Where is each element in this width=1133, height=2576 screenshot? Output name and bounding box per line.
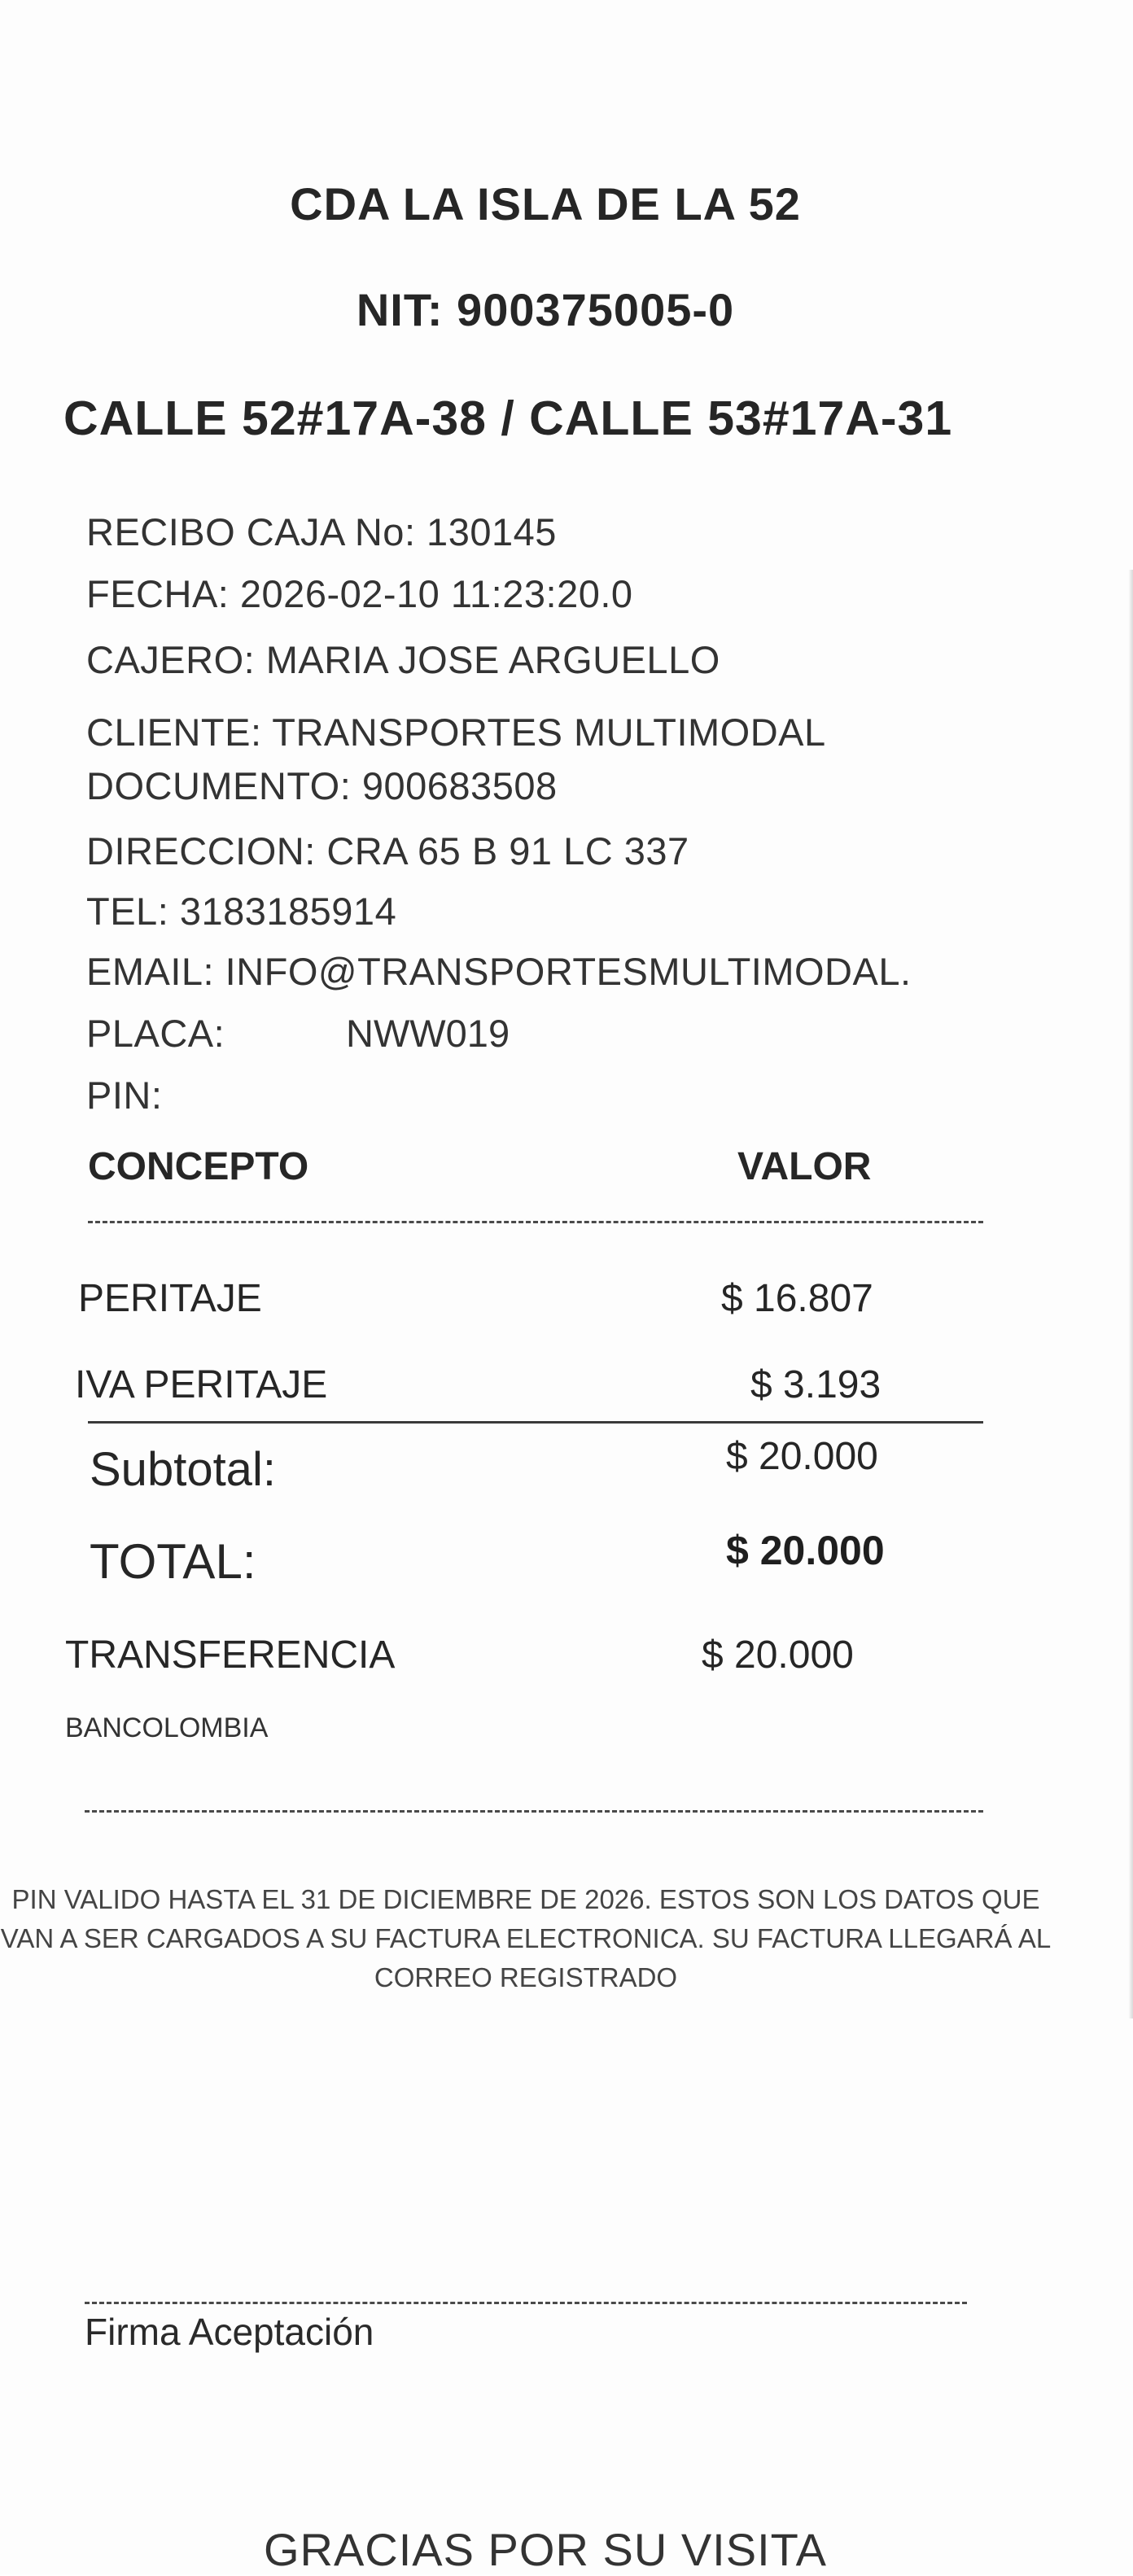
signature-line <box>85 2302 967 2304</box>
payment-divider <box>85 1810 983 1813</box>
header-divider <box>88 1221 983 1223</box>
total-value: $ 20.000 <box>726 1528 885 1573</box>
thank-you-message: GRACIAS POR SU VISITA <box>263 2524 828 2575</box>
business-address: CALLE 52#17A-38 / CALLE 53#17A-31 <box>63 391 953 445</box>
footer-note: PIN VALIDO HASTA EL 31 DE DICIEMBRE DE 2026. ESTOS SON LOS DATOS QUE VAN A SER CARGADOS A SU FACTURA ELECTRONICA. SU FACTURA LLEGARÁ AL CORREO REGISTRADO <box>0 1884 1052 1992</box>
business-nit: NIT: 900375005-0 <box>356 284 735 335</box>
client-email: EMAIL: INFO@TRANSPORTESMULTIMODAL. <box>86 950 912 993</box>
line-item-value: $ 16.807 <box>721 1277 873 1320</box>
concept-column-header: CONCEPTO <box>88 1145 309 1188</box>
items-divider <box>88 1421 983 1424</box>
line-item-name: PERITAJE <box>78 1277 262 1320</box>
plate-value: NWW019 <box>346 1012 510 1055</box>
subtotal-label: Subtotal: <box>90 1443 276 1496</box>
paper-edge <box>1128 570 1133 2018</box>
value-column-header: VALOR <box>737 1145 872 1188</box>
payment-value: $ 20.000 <box>702 1634 854 1677</box>
line-item-value: $ 3.193 <box>750 1363 881 1406</box>
client-phone: TEL: 3183185914 <box>86 890 397 933</box>
client-document: DOCUMENTO: 900683508 <box>86 764 558 807</box>
subtotal-value: $ 20.000 <box>726 1435 878 1478</box>
payment-method: TRANSFERENCIA <box>65 1634 396 1677</box>
receipt-date: FECHA: 2026-02-10 11:23:20.0 <box>86 572 633 615</box>
client: CLIENTE: TRANSPORTES MULTIMODAL <box>86 711 826 754</box>
signature-label: Firma Aceptación <box>85 2311 374 2353</box>
receipt-number: RECIBO CAJA No: 130145 <box>86 510 557 553</box>
plate-label: PLACA: <box>86 1012 225 1055</box>
business-name: CDA LA ISLA DE LA 52 <box>290 178 801 230</box>
pin-label: PIN: <box>86 1074 163 1117</box>
payment-bank: BANCOLOMBIA <box>65 1712 269 1743</box>
cashier: CAJERO: MARIA JOSE ARGUELLO <box>86 638 720 681</box>
client-address: DIRECCION: CRA 65 B 91 LC 337 <box>86 829 689 873</box>
line-item-name: IVA PERITAJE <box>75 1363 328 1406</box>
total-label: TOTAL: <box>90 1534 256 1589</box>
